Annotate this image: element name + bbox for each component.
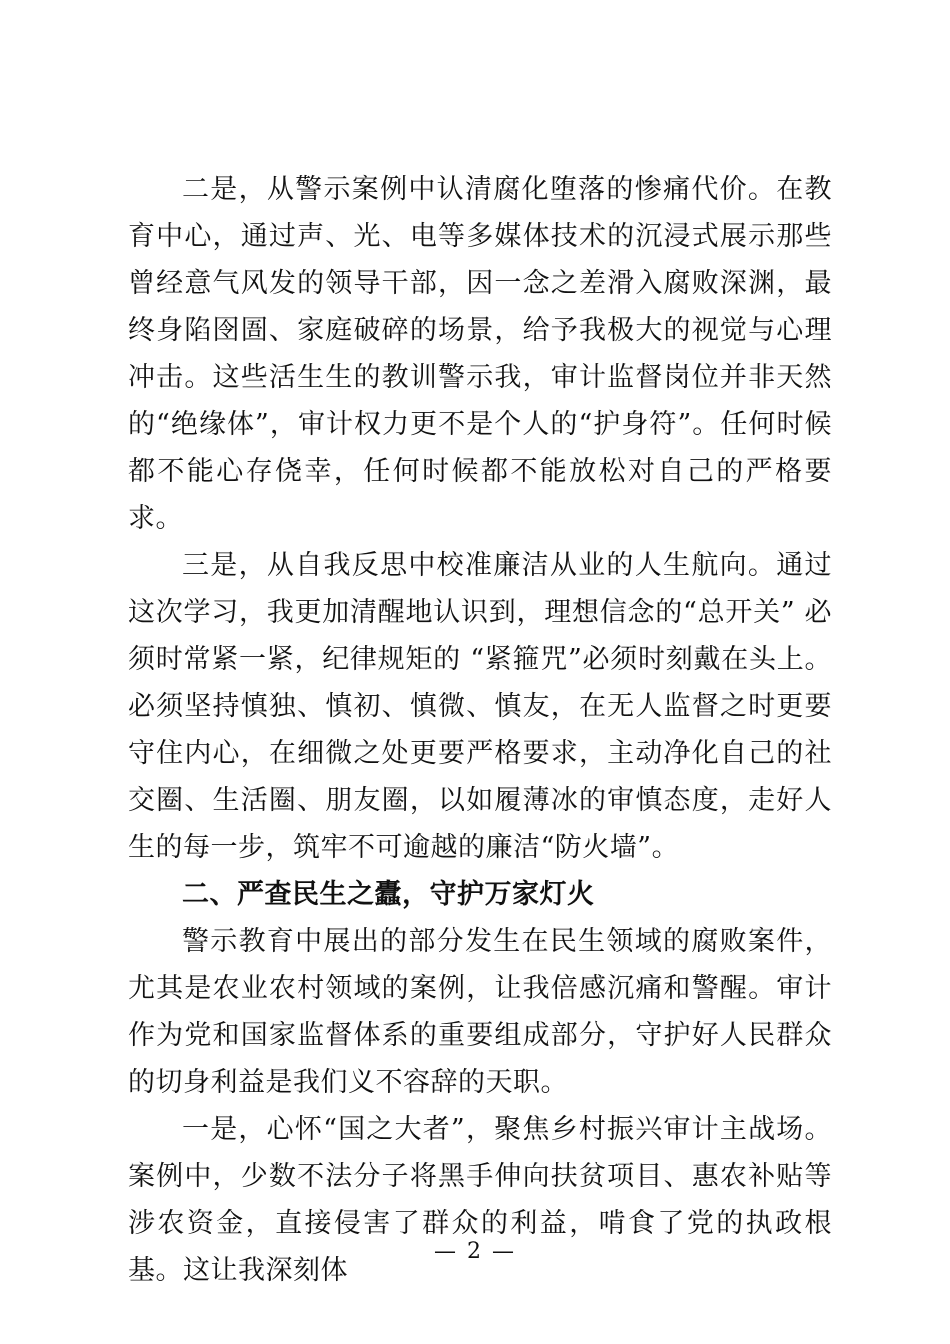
section-heading: 二、严查民生之蠹，守护万家灯火 [182, 879, 595, 910]
document-body [128, 166, 832, 1294]
paragraph-section-intro: 警示教育中展出的部分发生在民生领域的腐败案件，尤其是农业农村领域的案例，让我倍感沉痛和警醒。审计作为党和国家监督体系的重要组成部分，守护好人民群众的切身利益是我们义不容辞的天职。 [128, 926, 832, 1098]
page-number: — 2 — [434, 1239, 516, 1264]
paragraph-three-self-reflection: 三是，从自我反思中校准廉洁从业的人生航向。通过这次学习，我更加清醒地认识到，理想信念的“总开关” 必须时常紧一紧，纪律规矩的 “紧箍咒”必须时刻戴在头上。必须坚持慎独、慎初、慎微、慎友，在无人监督之时更要守住内心，在细微之处更要严格要求，主动净化自己的社交圈、生活圈、朋友圈，以如履薄冰的审慎态度，走好人生的每一步，筑牢不可逾越的廉洁“防火墙”。 [128, 550, 832, 863]
paragraph-two-warning-cases: 二是，从警示案例中认清腐化堕落的惨痛代价。在教育中心，通过声、光、电等多媒体技术的沉浸式展示那些曾经意气风发的领导干部，因一念之差滑入腐败深渊，最终身陷囹圄、家庭破碎的场景，给予我极大的视觉与心理冲击。这些活生生的教训警示我，审计监督岗位并非天然的“绝缘体”，审计权力更不是个人的“护身符”。任何时候都不能心存侥幸，任何时候都不能放松对自己的严格要求。 [128, 174, 832, 534]
paragraph-one-rural-revitalization: 一是，心怀“国之大者”，聚焦乡村振兴审计主战场。案例中，少数不法分子将黑手伸向扶贫项目、惠农补贴等涉农资金，直接侵害了群众的利益，啃食了党的执政根基。这让我深刻体 [128, 1114, 832, 1286]
